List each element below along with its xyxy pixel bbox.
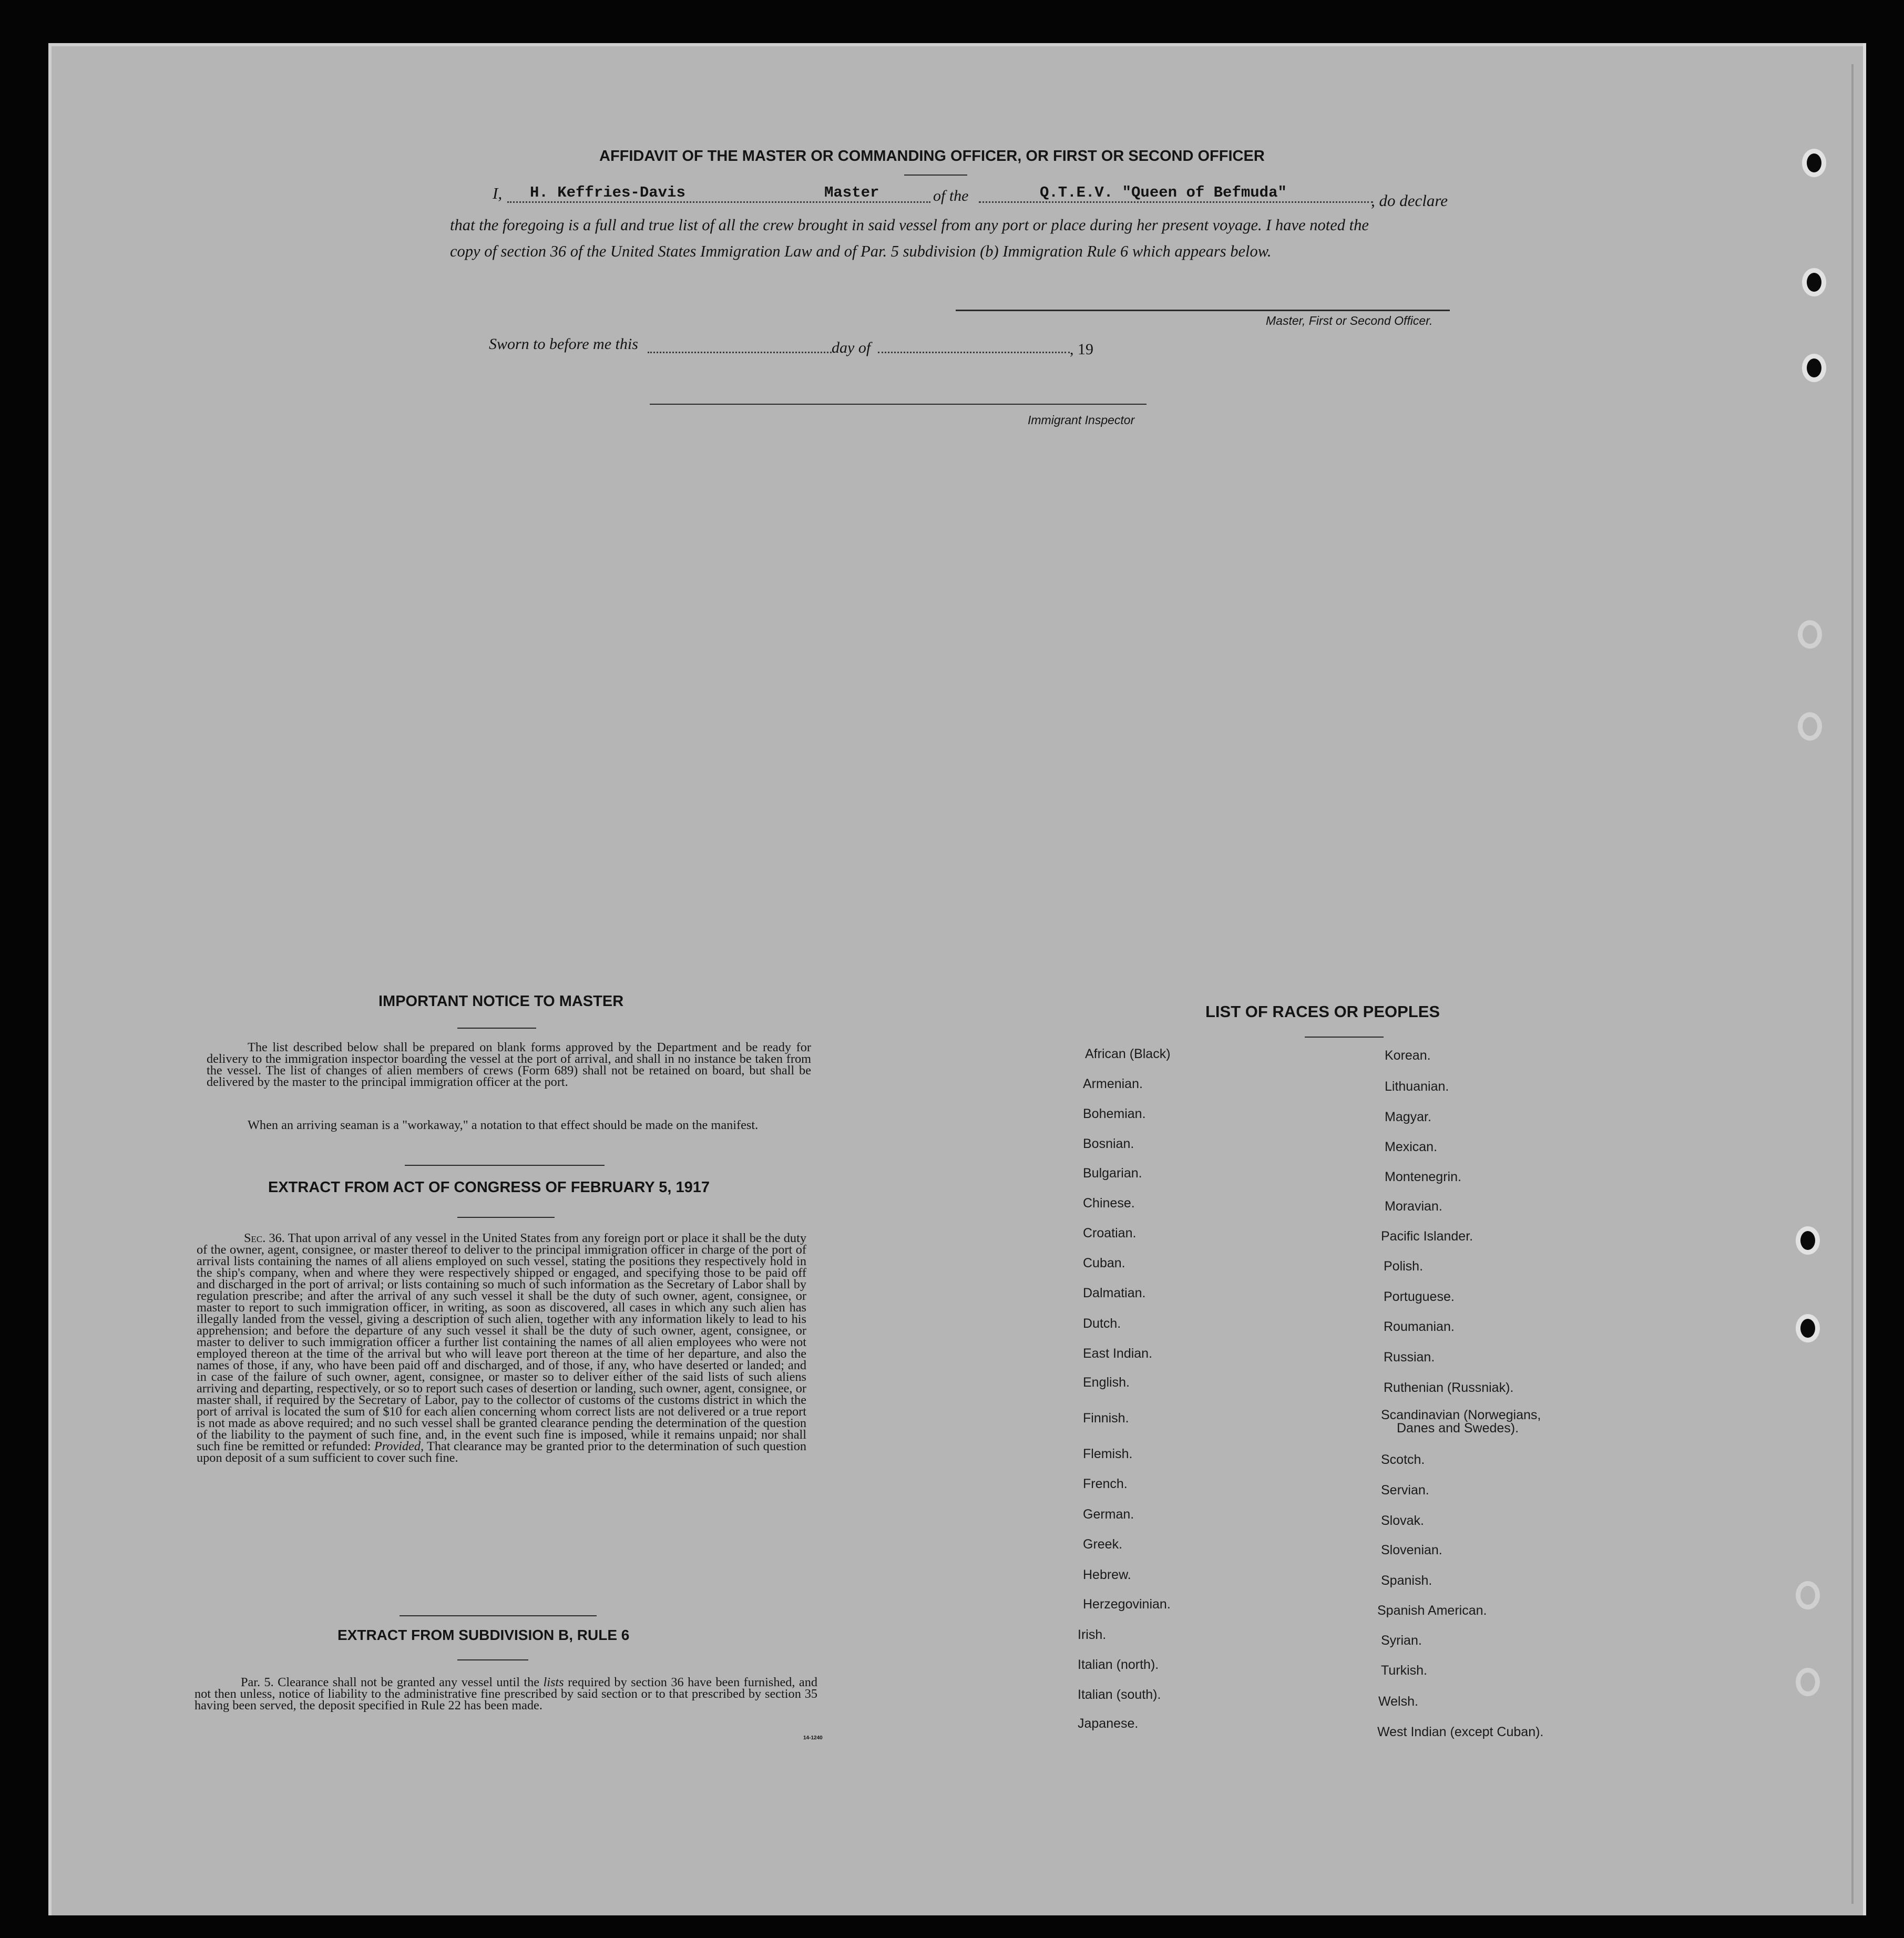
divider: [1305, 1037, 1384, 1038]
race-item: Herzegovinian.: [1083, 1597, 1171, 1612]
race-item: Pacific Islander.: [1381, 1229, 1473, 1244]
sheet-left-edge: [48, 43, 52, 1915]
race-item: Bulgarian.: [1083, 1166, 1142, 1181]
race-item: Dalmatian.: [1083, 1286, 1146, 1300]
race-item: East Indian.: [1083, 1346, 1153, 1361]
of-the-label: of the: [933, 187, 969, 204]
notice-paragraph-2: When an arriving seaman is a "workaway," a notation to that effect should be made on the manifest.: [248, 1118, 759, 1132]
divider: [405, 1165, 605, 1166]
race-item: Scandinavian (Norwegians,: [1381, 1408, 1541, 1422]
year-prefix: , 19: [1070, 341, 1093, 358]
document-sheet: [48, 43, 1866, 1915]
race-item: Dutch.: [1083, 1316, 1121, 1331]
race-item: Flemish.: [1083, 1447, 1133, 1461]
race-item: Welsh.: [1378, 1694, 1418, 1709]
race-item: Slovenian.: [1381, 1543, 1442, 1557]
race-item: Montenegrin.: [1385, 1170, 1461, 1184]
divider: [904, 175, 967, 176]
race-item: Magyar.: [1385, 1110, 1431, 1124]
race-item: Danes and Swedes).: [1397, 1421, 1519, 1435]
race-item: Ruthenian (Russniak).: [1384, 1380, 1514, 1395]
affidavit-heading: AFFIDAVIT OF THE MASTER OR COMMANDING OFFICER, OR FIRST OR SECOND OFFICER: [599, 148, 1265, 165]
affidavit-line-3: copy of section 36 of the United States Immigration Law and of Par. 5 subdivision (b) Immigration Rule 6 which appears below.: [450, 242, 1272, 260]
binder-hole-icon: [1802, 268, 1826, 296]
race-item: Bohemian.: [1083, 1106, 1146, 1121]
sworn-day-line: [648, 352, 832, 353]
notice-paragraph-1: The list described below shall be prepared on blank forms approved by the Department and be ready for delivery to the immigration inspector boarding the vessel at the port of arrival, and shall in no instance be taken from the vessel. The list of changes of alien members of crews (Form 689) shall not be retained on board, but shall be delivered by the master to the principal immigration officer at the port.: [207, 1040, 811, 1089]
race-item: French.: [1083, 1476, 1128, 1491]
binder-hole-icon: [1802, 149, 1826, 177]
race-item: West Indian (except Cuban).: [1377, 1725, 1544, 1739]
day-of-label: day of: [832, 339, 871, 356]
rule-text-b: required by section 36 have been furnished, and not then unless, notice of liability to the administrative fine prescribed by said section or to that prescribed by section 35 having been served, the deposit specified in Rule 22 has been made.: [195, 1675, 817, 1713]
race-item: Syrian.: [1381, 1633, 1422, 1648]
do-declare-label: , do declare: [1371, 191, 1448, 210]
race-item: Turkish.: [1381, 1663, 1427, 1678]
race-item: Servian.: [1381, 1483, 1429, 1498]
page-stack-edge: [1851, 64, 1854, 1904]
master-rank-field: Master: [824, 184, 879, 201]
extract-rule-heading: EXTRACT FROM SUBDIVISION B, RULE 6: [337, 1627, 630, 1643]
signature-line: [956, 310, 1450, 311]
binder-hole-icon: [1796, 1581, 1820, 1609]
divider: [400, 1615, 597, 1616]
race-item: Mexican.: [1385, 1140, 1438, 1154]
affidavit-prefix: I,: [493, 184, 503, 202]
lists-word: lists: [543, 1675, 564, 1689]
race-item: Scotch.: [1381, 1452, 1425, 1467]
sworn-label: Sworn to before me this: [489, 335, 638, 353]
affidavit-line-2: that the foregoing is a full and true list of all the crew brought in said vessel from any port or place during her present voyage. I have noted the: [450, 216, 1369, 234]
race-item: English.: [1083, 1375, 1130, 1390]
signature-caption: Master, First or Second Officer.: [1266, 314, 1433, 327]
sworn-month-line: [878, 352, 1070, 353]
divider: [457, 1028, 536, 1029]
vessel-name-field: Q.T.E.V. "Queen of Befmuda": [1040, 184, 1287, 201]
binder-hole-icon: [1798, 712, 1822, 741]
sheet-top-edge: [48, 43, 1863, 46]
race-item: Italian (south).: [1078, 1687, 1161, 1702]
inspector-caption: Immigrant Inspector: [1028, 413, 1135, 427]
master-name-field: H. Keffries-Davis: [530, 184, 685, 201]
race-item: Italian (north).: [1078, 1657, 1159, 1672]
race-item: Lithuanian.: [1385, 1079, 1449, 1094]
race-item: Chinese.: [1083, 1196, 1135, 1211]
race-item: Cuban.: [1083, 1256, 1125, 1270]
section-label: Sec. 36.: [244, 1231, 285, 1245]
race-item: Armenian.: [1083, 1076, 1143, 1091]
race-item: Portuguese.: [1384, 1289, 1455, 1304]
binder-hole-icon: [1796, 1314, 1820, 1342]
divider: [457, 1217, 555, 1218]
race-item: Japanese.: [1078, 1716, 1139, 1731]
race-item: German.: [1083, 1507, 1134, 1522]
race-item: Finnish.: [1083, 1411, 1129, 1426]
race-item: Bosnian.: [1083, 1136, 1134, 1151]
race-item: Russian.: [1384, 1350, 1435, 1365]
race-item: Korean.: [1385, 1048, 1431, 1063]
binder-hole-icon: [1796, 1668, 1820, 1696]
race-item: Irish.: [1078, 1627, 1107, 1642]
race-item: Roumanian.: [1384, 1319, 1455, 1334]
race-item: African (Black): [1085, 1047, 1171, 1061]
section-36-text: [197, 1233, 806, 1464]
race-item: Hebrew.: [1083, 1567, 1131, 1582]
race-item: Polish.: [1384, 1259, 1424, 1274]
binder-hole-icon: [1802, 354, 1826, 382]
notice-heading: IMPORTANT NOTICE TO MASTER: [378, 993, 624, 1010]
section-body: That upon arrival of any vessel in the United States from any foreign port or place it shall be the duty of the owner, agent, consignee, or master thereof to deliver to the principal immigration officer in charge of the port of arrival lists containing the names of all aliens employed on such vessel, stating the positions they respectively hold in the ship's company, when and where they were respectively shipped or engaged, and specifying those to be paid off and discharged in the port of arrival; or lists containing so much of such information as the Secretary of Labor shall by regulation prescribe; and after the arrival of any such vessel it shall be the duty of such owner, agent, consignee, or master to report to such immigration officer, in writing, as soon as discovered, all cases in which any such alien has illegally landed from the vessel, giving a description of such alien, together with any information likely to lead to his apprehension; and before the departure of any such vessel it shall be the duty of such owner, agent, consignee, or master to deliver to such immigration officer a further list containing the names of all alien employees who were not employed thereon at the time of the arrival but who will leave port thereon at the time of her departure, and also the names of those, if any, who have been paid off and discharged, and of those, if any, who have deserted or landed; and in case of the failure of such owner, agent, consignee, or master so to deliver either of the said lists of such aliens arriving and departing, respectively, or so to report such cases of desertion or landing, such owner, agent, consignee, or master shall, if required by the Secretary of Labor, pay to the collector of customs of the customs district in which the port of arrival is located the sum of $10 for each alien concerning whom correct lists are not delivered or a true report is not made as above required; and no such vessel shall be granted clearance pending the determination of the question of the liability to the payment of such fine, and, in the event such fine is imposed, while it remains unpaid; nor shall such fine be remitted or refunded:: [197, 1231, 806, 1453]
race-item: Croatian.: [1083, 1226, 1137, 1240]
section-end: That clearance may be granted prior to the determination of such question upon deposit of a sum sufficient to cover such fine.: [197, 1439, 806, 1465]
form-number: 14-1240: [803, 1735, 823, 1741]
race-item: Moravian.: [1385, 1199, 1442, 1214]
race-item: Spanish American.: [1377, 1603, 1487, 1618]
rule-6-paragraph: [195, 1677, 817, 1711]
divider: [457, 1659, 528, 1660]
master-name-line: [507, 201, 930, 203]
inspector-signature-line: [650, 404, 1147, 405]
race-item: Spanish.: [1381, 1573, 1432, 1588]
extract-act-heading: EXTRACT FROM ACT OF CONGRESS OF FEBRUARY 5, 1917: [268, 1179, 710, 1196]
binder-hole-icon: [1796, 1226, 1820, 1255]
provided-word: Provided,: [374, 1439, 424, 1453]
binder-hole-icon: [1798, 620, 1822, 649]
race-item: Greek.: [1083, 1537, 1123, 1552]
race-item: Slovak.: [1381, 1513, 1424, 1528]
rule-text-a: Par. 5. Clearance shall not be granted any vessel until the: [241, 1675, 540, 1689]
vessel-name-line: [979, 201, 1373, 203]
races-heading: LIST OF RACES OR PEOPLES: [1205, 1002, 1440, 1021]
